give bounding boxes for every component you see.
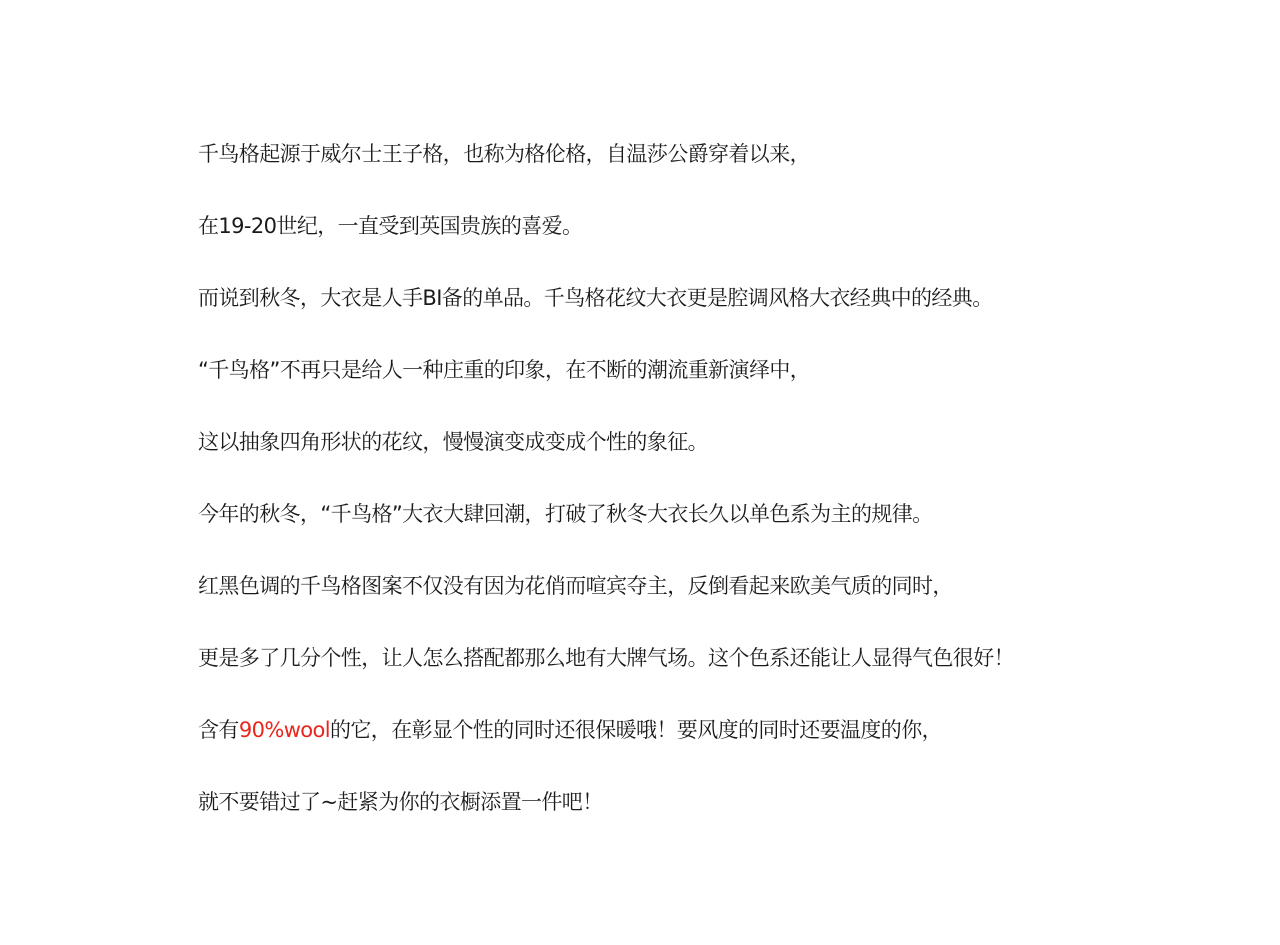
paragraph-line-6: 今年的秋冬，“千鸟格”大衣大肆回潮，打破了秋冬大衣长久以单色系为主的规律。 xyxy=(198,502,933,526)
paragraph-line-wool xyxy=(198,712,1258,748)
paragraph-line-last: 就不要错过了~赶紧为你的衣橱添置一件吧！ xyxy=(198,790,603,814)
wool-line-prefix: 含有 xyxy=(198,718,239,742)
wool-line-suffix: 的它，在彰显个性的同时还很保暖哦！要风度的同时还要温度的你， xyxy=(330,718,942,742)
paragraph-line-8: 更是多了几分个性，让人怎么搭配都那么地有大牌气场。这个色系还能让人显得气色很好！ xyxy=(198,646,1014,670)
paragraph-line-7: 红黑色调的千鸟格图案不仅没有因为花俏而喧宾夺主，反倒看起来欧美气质的同时， xyxy=(198,574,953,598)
paragraph-line-4: “千鸟格”不再只是给人一种庄重的印象，在不断的潮流重新演绎中， xyxy=(198,358,811,382)
description-text-block xyxy=(198,136,1258,856)
wool-percentage-highlight: 90%wool xyxy=(238,718,330,742)
paragraph-line-5: 这以抽象四角形状的花纹，慢慢演变成变成个性的象征。 xyxy=(198,430,708,454)
paragraph-line-2: 在19-20世纪，一直受到英国贵族的喜爱。 xyxy=(198,214,583,238)
paragraph-line-1: 千鸟格起源于威尔士王子格，也称为格伦格，自温莎公爵穿着以来， xyxy=(198,142,810,166)
paragraph-line-3: 而说到秋冬，大衣是人手BI备的单品。千鸟格花纹大衣更是腔调风格大衣经典中的经典。 xyxy=(198,286,993,310)
